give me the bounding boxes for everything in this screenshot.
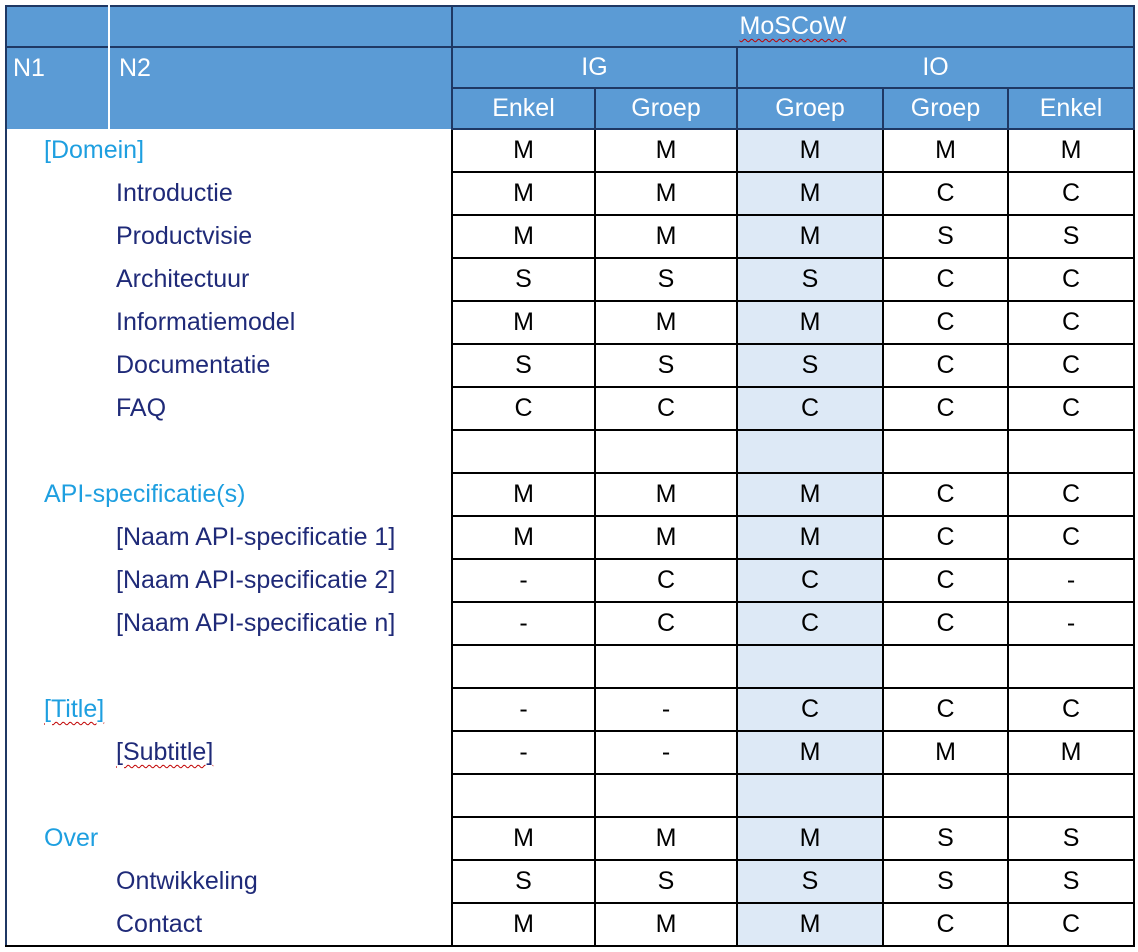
value-cell: M: [1008, 129, 1134, 172]
value-cell: M: [452, 215, 595, 258]
value-cell: M: [595, 129, 737, 172]
value-cell: C: [883, 172, 1008, 215]
value-cell: M: [452, 301, 595, 344]
item-label: Ontwikkeling: [6, 860, 452, 903]
value-cell: S: [1008, 215, 1134, 258]
header-n2-bottom: [109, 88, 452, 129]
value-cell: S: [595, 860, 737, 903]
value-cell: M: [883, 731, 1008, 774]
value-cell: [452, 645, 595, 688]
value-cell: S: [452, 860, 595, 903]
value-cell: S: [883, 860, 1008, 903]
table-row: [6, 774, 1134, 817]
column-header: Groep: [737, 88, 883, 129]
header-n1-bottom: [6, 88, 109, 129]
header-n1: N1: [6, 47, 109, 88]
table-row: [6, 688, 1134, 731]
value-cell: C: [595, 387, 737, 430]
value-cell: M: [737, 516, 883, 559]
value-cell: [595, 774, 737, 817]
value-cell: S: [1008, 817, 1134, 860]
value-cell: C: [883, 559, 1008, 602]
value-cell: S: [883, 817, 1008, 860]
table-row: [6, 559, 1134, 602]
item-label: [Naam API-specificatie n]: [6, 602, 452, 645]
value-cell: C: [883, 344, 1008, 387]
value-cell: M: [595, 215, 737, 258]
value-cell: C: [1008, 172, 1134, 215]
value-cell: -: [1008, 602, 1134, 645]
table-row: [6, 645, 1134, 688]
section-label: API-specificatie(s): [6, 473, 452, 516]
value-cell: C: [883, 688, 1008, 731]
column-header: Enkel: [1008, 88, 1134, 129]
value-cell: S: [595, 344, 737, 387]
item-label: [6, 731, 452, 774]
table-row: [6, 473, 1134, 516]
value-cell: -: [452, 731, 595, 774]
moscow-header: [452, 6, 1134, 47]
value-cell: M: [737, 903, 883, 946]
value-cell: [883, 645, 1008, 688]
group-header-io: IO: [737, 47, 1134, 88]
value-cell: C: [737, 559, 883, 602]
table-body: [6, 129, 1134, 946]
value-cell: C: [883, 903, 1008, 946]
value-cell: [1008, 645, 1134, 688]
value-cell: S: [452, 258, 595, 301]
value-cell: -: [595, 688, 737, 731]
value-cell: C: [737, 602, 883, 645]
value-cell: [1008, 430, 1134, 473]
value-cell: C: [883, 258, 1008, 301]
value-cell: [883, 430, 1008, 473]
value-cell: C: [1008, 344, 1134, 387]
value-cell: M: [452, 129, 595, 172]
value-cell: [1008, 774, 1134, 817]
value-cell: [883, 774, 1008, 817]
value-cell: -: [452, 688, 595, 731]
label-text: [Subtitle]: [116, 738, 214, 766]
value-cell: S: [1008, 860, 1134, 903]
column-header: Groep: [883, 88, 1008, 129]
section-label: [6, 688, 452, 731]
value-cell: M: [452, 172, 595, 215]
value-cell: S: [452, 344, 595, 387]
moscow-label: MoSCoW: [739, 12, 847, 40]
value-cell: [595, 645, 737, 688]
value-cell: C: [1008, 258, 1134, 301]
value-cell: C: [883, 602, 1008, 645]
value-cell: M: [737, 215, 883, 258]
table-row: [6, 344, 1134, 387]
value-cell: C: [452, 387, 595, 430]
header-n1-top: [6, 6, 109, 47]
value-cell: -: [595, 731, 737, 774]
value-cell: M: [595, 903, 737, 946]
moscow-table: [5, 5, 1135, 947]
value-cell: S: [883, 215, 1008, 258]
value-cell: C: [1008, 903, 1134, 946]
table-row: [6, 172, 1134, 215]
label-text: [Title]: [44, 695, 105, 723]
value-cell: M: [452, 516, 595, 559]
value-cell: M: [452, 817, 595, 860]
value-cell: C: [1008, 473, 1134, 516]
header-n2-top: [109, 6, 452, 47]
value-cell: C: [1008, 387, 1134, 430]
value-cell: M: [595, 473, 737, 516]
value-cell: C: [1008, 516, 1134, 559]
value-cell: C: [883, 473, 1008, 516]
value-cell: M: [737, 817, 883, 860]
group-header-ig: IG: [452, 47, 737, 88]
table-row: [6, 860, 1134, 903]
column-header: Groep: [595, 88, 737, 129]
item-label: Informatiemodel: [6, 301, 452, 344]
header-row-1: [6, 6, 1134, 47]
value-cell: S: [595, 258, 737, 301]
value-cell: S: [737, 344, 883, 387]
table-header: [6, 6, 1134, 129]
table-row: [6, 301, 1134, 344]
value-cell: C: [737, 688, 883, 731]
table-row: [6, 903, 1134, 946]
value-cell: S: [737, 258, 883, 301]
value-cell: C: [1008, 688, 1134, 731]
value-cell: [737, 774, 883, 817]
value-cell: -: [452, 602, 595, 645]
value-cell: C: [883, 301, 1008, 344]
value-cell: M: [595, 172, 737, 215]
item-label: FAQ: [6, 387, 452, 430]
value-cell: M: [595, 817, 737, 860]
value-cell: M: [737, 473, 883, 516]
value-cell: M: [737, 301, 883, 344]
item-label: Documentatie: [6, 344, 452, 387]
table-row: [6, 731, 1134, 774]
table-row: [6, 258, 1134, 301]
table-row: [6, 430, 1134, 473]
table-row: [6, 387, 1134, 430]
value-cell: C: [1008, 301, 1134, 344]
value-cell: C: [883, 516, 1008, 559]
value-cell: M: [1008, 731, 1134, 774]
item-label: [6, 645, 452, 688]
value-cell: M: [737, 129, 883, 172]
value-cell: C: [883, 387, 1008, 430]
item-label: [6, 430, 452, 473]
value-cell: M: [883, 129, 1008, 172]
value-cell: [595, 430, 737, 473]
item-label: [Naam API-specificatie 2]: [6, 559, 452, 602]
value-cell: -: [452, 559, 595, 602]
section-label: [Domein]: [6, 129, 452, 172]
header-row-3: [6, 88, 1134, 129]
section-label: Over: [6, 817, 452, 860]
value-cell: [452, 430, 595, 473]
item-label: Introductie: [6, 172, 452, 215]
table-row: [6, 516, 1134, 559]
table-row: [6, 817, 1134, 860]
value-cell: [737, 645, 883, 688]
value-cell: M: [452, 473, 595, 516]
value-cell: M: [452, 903, 595, 946]
header-n2: N2: [109, 47, 452, 88]
item-label: Architectuur: [6, 258, 452, 301]
value-cell: C: [737, 387, 883, 430]
value-cell: M: [737, 172, 883, 215]
header-row-2: [6, 47, 1134, 88]
value-cell: M: [595, 516, 737, 559]
value-cell: [452, 774, 595, 817]
item-label: [Naam API-specificatie 1]: [6, 516, 452, 559]
value-cell: C: [595, 559, 737, 602]
value-cell: M: [595, 301, 737, 344]
value-cell: -: [1008, 559, 1134, 602]
table-row: [6, 602, 1134, 645]
table-row: [6, 215, 1134, 258]
value-cell: C: [595, 602, 737, 645]
value-cell: M: [737, 731, 883, 774]
column-header: Enkel: [452, 88, 595, 129]
value-cell: [737, 430, 883, 473]
item-label: Productvisie: [6, 215, 452, 258]
table-row: [6, 129, 1134, 172]
item-label: Contact: [6, 903, 452, 946]
value-cell: S: [737, 860, 883, 903]
item-label: [6, 774, 452, 817]
